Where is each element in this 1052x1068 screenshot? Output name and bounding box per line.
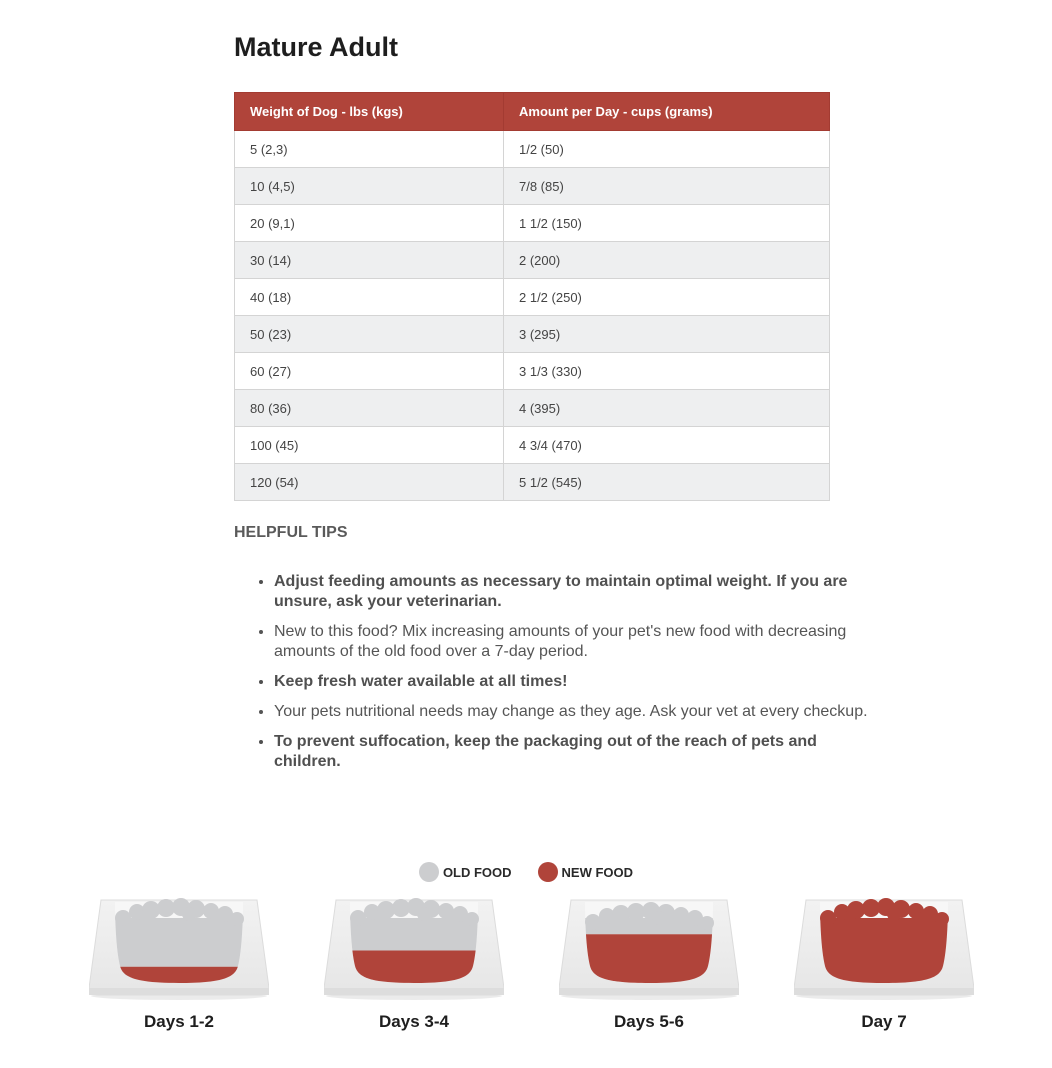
bowl-label-day-7: Day 7 (861, 1012, 907, 1031)
table-row (235, 242, 830, 279)
weight-cell: 50 (23) (235, 316, 504, 353)
amount-cell: 7/8 (85) (504, 168, 830, 205)
table-row (235, 427, 830, 464)
amount-cell: 3 (295) (504, 316, 830, 353)
table-row (235, 279, 830, 316)
weight-cell: 60 (27) (235, 353, 504, 390)
table-row (235, 353, 830, 390)
table-row (235, 390, 830, 427)
table-row (235, 464, 830, 501)
table-row (235, 131, 830, 168)
bowl-days-1-2-icon (89, 896, 269, 1004)
new-food-dot-icon (538, 862, 558, 882)
weight-cell: 10 (4,5) (235, 168, 504, 205)
table-header-row (235, 93, 830, 131)
bowl-label-days-1-2: Days 1-2 (144, 1012, 214, 1031)
weight-cell: 30 (14) (235, 242, 504, 279)
amount-cell: 2 (200) (504, 242, 830, 279)
bowl-days-3-4-icon (324, 896, 504, 1004)
tip-item: • Adjust feeding amounts as necessary to maintain optimal weight. If you are unsure, ask your veterinarian. (274, 572, 874, 612)
tip-item: • New to this food? Mix increasing amounts of your pet's new food with decreasing amounts of the old food over a 7-day period. (274, 622, 874, 662)
bowl-day-7-icon (794, 896, 974, 1004)
page-title: Mature Adult (234, 32, 398, 62)
header-weight: Weight of Dog - lbs (kgs) (235, 93, 504, 131)
amount-cell: 1/2 (50) (504, 131, 830, 168)
legend-new-food (538, 862, 634, 882)
amount-cell: 5 1/2 (545) (504, 464, 830, 501)
weight-cell: 20 (9,1) (235, 205, 504, 242)
header-amount: Amount per Day - cups (grams) (504, 93, 830, 131)
tip-item: • Your pets nutritional needs may change as they age. Ask your vet at every checkup. (274, 702, 874, 722)
amount-cell: 4 (395) (504, 390, 830, 427)
tip-item: • Keep fresh water available at all times! (274, 672, 874, 692)
table-row (235, 205, 830, 242)
table-row (235, 168, 830, 205)
weight-cell: 120 (54) (235, 464, 504, 501)
amount-cell: 1 1/2 (150) (504, 205, 830, 242)
feeding-table (234, 92, 830, 501)
table-row (235, 316, 830, 353)
amount-cell: 3 1/3 (330) (504, 353, 830, 390)
legend-old-label: OLD FOOD (442, 864, 512, 880)
legend-old-food (419, 862, 512, 882)
bowl-label-days-3-4: Days 3-4 (379, 1012, 449, 1031)
bowl-days-5-6-icon (559, 896, 739, 1004)
amount-cell: 4 3/4 (470) (504, 427, 830, 464)
legend-new-label: NEW FOOD (561, 864, 634, 880)
food-legend (0, 862, 1052, 882)
weight-cell: 80 (36) (235, 390, 504, 427)
old-food-dot-icon (419, 862, 439, 882)
tips-list (234, 572, 874, 782)
weight-cell: 40 (18) (235, 279, 504, 316)
weight-cell: 100 (45) (235, 427, 504, 464)
tips-heading: HELPFUL TIPS (234, 524, 348, 541)
bowl-label-days-5-6: Days 5-6 (614, 1012, 684, 1031)
tip-item: • To prevent suffocation, keep the packaging out of the reach of pets and children. (274, 732, 874, 772)
amount-cell: 2 1/2 (250) (504, 279, 830, 316)
weight-cell: 5 (2,3) (235, 131, 504, 168)
